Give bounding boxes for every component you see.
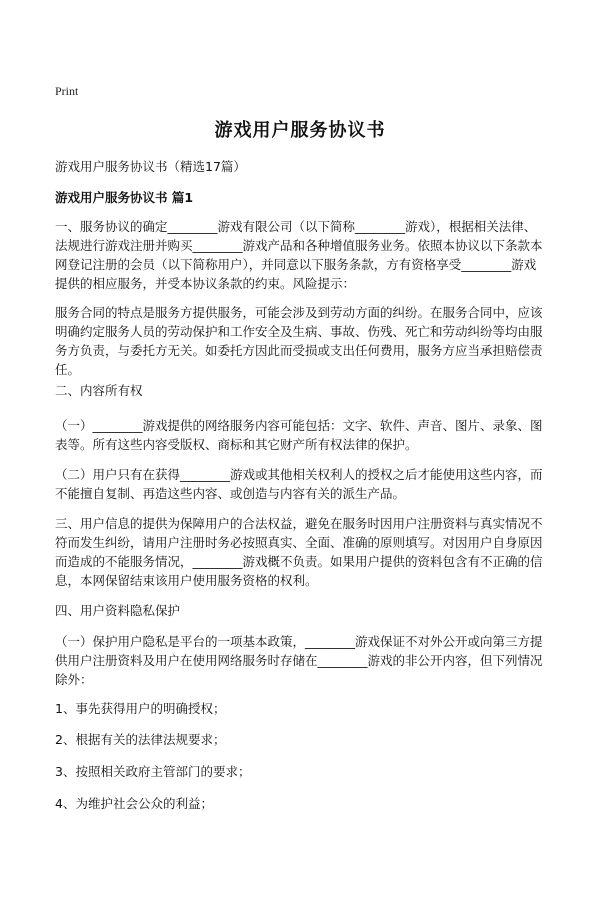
heading-content-ownership: 二、内容所有权 bbox=[55, 383, 143, 398]
paragraph-content-2: （二）用户只有在获得________游戏或其他相关权利人的授权之后才能使用这些内容，而不能擅自复制、再造这些内容、或创造与内容有关的派生产品。 bbox=[55, 467, 543, 501]
list-item-4: 4、为维护社会公众的利益； bbox=[55, 796, 213, 811]
document-title: 游戏用户服务协议书 bbox=[214, 120, 386, 141]
section-heading: 游戏用户服务协议书 篇1 bbox=[55, 190, 194, 205]
list-item-2: 2、根据有关的法律法规要求； bbox=[55, 732, 226, 747]
paragraph-service-contract: 服务合同的特点是服务方提供服务，可能会涉及到劳动方面的纠纷。在服务合同中，应该明确约定服务人员的劳动保护和工作安全及生病、事故、伤残、死亡和劳动纠纷等均由服务方负责，与委托方无关。如委托方因此而受损或支出任何费用，服务方应当承担赔偿责任。 bbox=[55, 305, 543, 377]
heading-privacy: 四、用户资料隐私保护 bbox=[55, 603, 181, 618]
paragraph-privacy-1: （一）保护用户隐私是平台的一项基本政策，________游戏保证不对外公开或向第三方提供用户注册资料及用户在使用网络服务时存储在________游戏的非公开内容，但下列情况除外： bbox=[55, 634, 543, 687]
paragraph-service-agreement: 一、服务协议的确定________游戏有限公司（以下简称________游戏），根据相关法律、法规进行游戏注册并购买________游戏产品和各种增值服务业务。依照本协议以下条款本网登记注册的会员（以下简称用户），并同意以下服务条款，方有资格享受________游戏提供的相应服务，并受本协议条款的约束。风险提示： bbox=[55, 219, 543, 291]
list-item-3: 3、按照相关政府主管部门的要求； bbox=[55, 764, 251, 779]
document-subtitle: 游戏用户服务协议书（精选17篇） bbox=[55, 159, 246, 174]
print-label: Print bbox=[55, 84, 79, 98]
list-item-1: 1、事先获得用户的明确授权； bbox=[55, 701, 226, 716]
paragraph-user-info: 三、用户信息的提供为保障用户的合法权益，避免在服务时因用户注册资料与真实情况不符而发生纠纷，请用户注册时务必按照真实、全面、准确的原则填写。对因用户自身原因而造成的不能服务情况，________游戏概不负责。如果用户提供的资料包含有不正确的信息，本网保留结束该用户使用服务资格的权利。 bbox=[55, 516, 543, 588]
paragraph-content-1: （一）________游戏提供的网络服务内容可能包括：文字、软件、声音、图片、录象、图表等。所有这些内容受版权、商标和其它财产所有权法律的保护。 bbox=[55, 418, 543, 452]
